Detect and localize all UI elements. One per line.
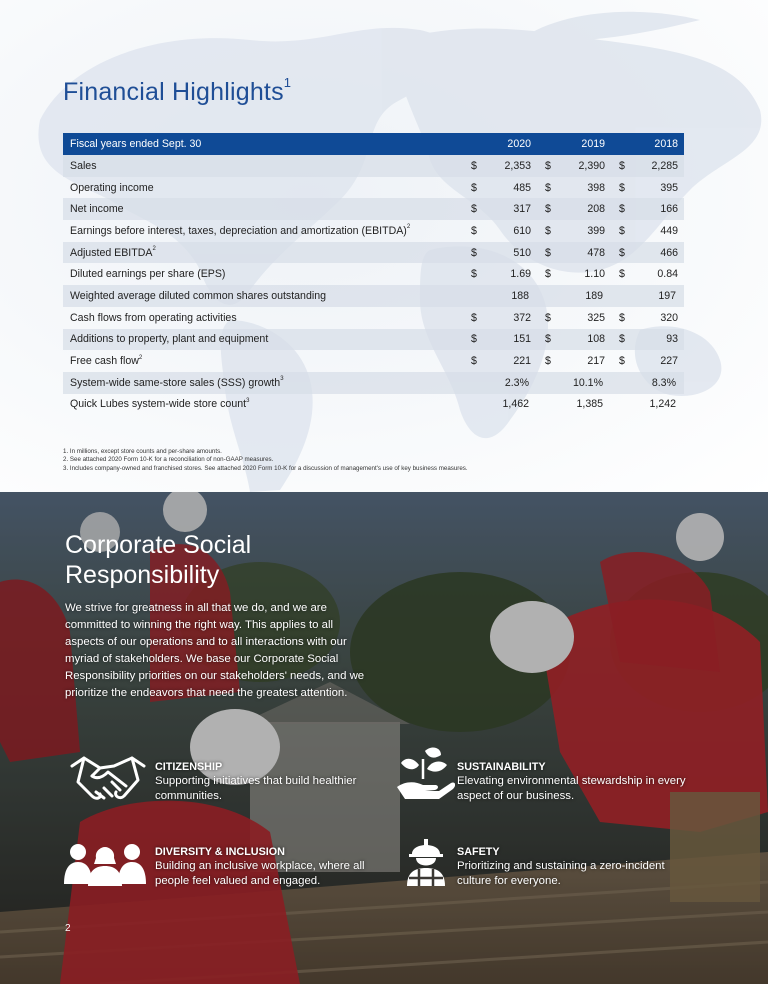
dollar-sign: $	[471, 181, 477, 194]
value: 2.3%	[504, 376, 529, 389]
row-label: Operating income	[70, 181, 154, 194]
value-cell	[463, 350, 537, 372]
row-label: Cash flows from operating activities	[70, 311, 237, 324]
page-title-text: Financial Highlights	[63, 78, 284, 106]
csr-intro-text: We strive for greatness in all that we do, and we are committed to winning the right way. This applies to all aspects of our operations and to all interactions with our myriad of stakeholders. We base our Corporate Social Responsibility priorities on our stakeholders' needs, and we prioritize the endeavors that need the greatest attention.	[65, 602, 365, 699]
dollar-sign: $	[545, 159, 551, 172]
value: 510	[513, 246, 531, 259]
page-title	[63, 74, 292, 107]
csr-title	[65, 530, 251, 590]
table-header-row	[63, 133, 684, 155]
pillar-sustainability	[457, 760, 692, 804]
row-label: System-wide same-store sales (SSS) growth$^3$	[63, 372, 463, 394]
pillar-diversity-inclusion	[155, 845, 395, 889]
value-cell	[537, 285, 611, 307]
dollar-sign: $	[619, 246, 625, 259]
value: 449	[660, 224, 678, 237]
value-cell	[537, 242, 611, 264]
value: 466	[660, 246, 678, 259]
value: 317	[513, 203, 531, 216]
dollar-sign: $	[471, 159, 477, 172]
financial-highlights-table	[63, 133, 684, 415]
dollar-sign: $	[471, 203, 477, 216]
header-year	[463, 133, 537, 155]
value-cell	[463, 307, 537, 329]
value: 10.1%	[572, 376, 603, 389]
table-row	[63, 372, 684, 394]
dollar-sign: $	[619, 224, 625, 237]
dollar-sign: $	[471, 246, 477, 259]
footnotes	[63, 448, 468, 473]
value-cell	[463, 242, 537, 264]
table-row	[63, 394, 684, 416]
value: 151	[513, 333, 531, 346]
table-row	[63, 285, 684, 307]
pillar-text: Building an inclusive workplace, where all people feel valued and engaged.	[155, 860, 365, 887]
value-cell	[611, 242, 684, 264]
value: 188	[511, 289, 529, 302]
header-year-2018: 2018	[654, 138, 678, 150]
value: 217	[587, 355, 605, 368]
row-footnote-ref: 2	[138, 354, 143, 361]
value: 2,390	[578, 159, 605, 172]
value: 1.10	[584, 268, 605, 281]
value: 189	[585, 289, 603, 302]
row-label: Adjusted EBITDA$^2$	[63, 242, 463, 264]
value-cell	[537, 350, 611, 372]
pillar-heading: DIVERSITY & INCLUSION	[155, 846, 285, 858]
row-label: Diluted earnings per share (EPS)	[70, 268, 226, 281]
header-year-2020: 2020	[507, 138, 531, 150]
row-label: Sales	[63, 155, 463, 177]
footnote: 2. See attached 2020 Form 10-K for a reconciliation of non-GAAP measures.	[63, 456, 274, 464]
value: 93	[666, 333, 678, 346]
header-year	[611, 133, 684, 155]
value: 2,353	[504, 159, 531, 172]
value: 398	[587, 181, 605, 194]
value: 1,385	[576, 398, 603, 411]
dollar-sign: $	[545, 181, 551, 194]
value-cell	[463, 263, 537, 285]
value: 1,242	[649, 398, 676, 411]
value-cell	[463, 285, 537, 307]
dollar-sign: $	[619, 311, 625, 324]
value-cell	[537, 177, 611, 199]
pillar-text: Prioritizing and sustaining a zero-incident culture for everyone.	[457, 860, 665, 887]
table-row	[63, 198, 684, 220]
footnote: 1. In millions, except store counts and per-share amounts.	[63, 448, 222, 455]
dollar-sign: $	[471, 355, 477, 368]
value-cell	[463, 155, 537, 177]
page-title-footnote: 1	[283, 74, 292, 90]
row-footnote-ref: 3	[246, 397, 250, 404]
value: 197	[658, 289, 676, 302]
pillar-citizenship	[155, 760, 390, 804]
value: 485	[513, 181, 531, 194]
row-footnote-ref: 3	[280, 376, 284, 383]
value: 0.84	[657, 268, 678, 281]
footnote: 3. Includes company-owned and franchised stores. See attached 2020 Form 10-K for a discussion of management's use of key business measures.	[63, 464, 468, 472]
value: 8.3%	[651, 376, 676, 389]
value-cell	[611, 372, 684, 394]
dollar-sign: $	[545, 355, 551, 368]
pillar-heading: CITIZENSHIP	[155, 761, 223, 773]
row-footnote-ref: 2	[152, 246, 156, 253]
value-cell	[537, 394, 611, 416]
dollar-sign: $	[545, 311, 551, 324]
hand-leaves-icon	[395, 745, 455, 803]
value: 108	[587, 333, 605, 346]
value: 399	[587, 224, 605, 237]
value: 221	[513, 355, 531, 368]
table-row	[63, 350, 684, 372]
value-cell	[463, 177, 537, 199]
value-cell	[611, 307, 684, 329]
header-label: Fiscal years ended Sept. 30	[63, 133, 463, 155]
table-row	[63, 220, 684, 242]
csr-title-line: Corporate Social	[65, 531, 252, 559]
page-number: 2	[65, 923, 71, 934]
dollar-sign: $	[545, 333, 551, 346]
dollar-sign: $	[545, 224, 551, 237]
handshake-icon	[70, 752, 146, 802]
value-cell	[537, 372, 611, 394]
table-row	[63, 177, 684, 199]
value: 395	[660, 181, 678, 194]
table-row	[63, 307, 684, 329]
table-row	[63, 329, 684, 351]
table-body	[63, 155, 684, 415]
table-row	[63, 155, 684, 177]
value: 227	[660, 355, 678, 368]
value-cell	[611, 263, 684, 285]
value-cell	[537, 329, 611, 351]
row-label: Weighted average diluted common shares outstanding	[63, 285, 463, 307]
hard-hat-worker-icon	[405, 838, 447, 886]
value: 372	[513, 311, 531, 324]
value-cell	[537, 263, 611, 285]
dollar-sign: $	[619, 181, 625, 194]
header-year	[537, 133, 611, 155]
pillar-heading: SUSTAINABILITY	[457, 761, 546, 773]
dollar-sign: $	[619, 159, 625, 172]
value-cell	[611, 177, 684, 199]
pillar-safety	[457, 845, 692, 889]
header-year-2019: 2019	[581, 138, 605, 150]
value-cell	[611, 155, 684, 177]
value-cell	[611, 394, 684, 416]
value-cell	[537, 307, 611, 329]
value-cell	[611, 285, 684, 307]
table-row	[63, 242, 684, 264]
value-cell	[463, 220, 537, 242]
value: 166	[660, 203, 678, 216]
value: 2,285	[651, 159, 678, 172]
table-row	[63, 263, 684, 285]
value-cell	[611, 198, 684, 220]
value-cell	[463, 372, 537, 394]
dollar-sign: $	[471, 311, 477, 324]
value-cell	[611, 220, 684, 242]
value-cell	[611, 350, 684, 372]
value: 1.69	[510, 268, 531, 281]
dollar-sign: $	[545, 246, 551, 259]
csr-title-line: Responsibility	[65, 561, 220, 589]
value: 1,462	[502, 398, 529, 411]
pillar-heading: SAFETY	[457, 846, 500, 858]
pillar-text: Supporting initiatives that build healthier communities.	[155, 775, 357, 802]
value: 325	[587, 311, 605, 324]
dollar-sign: $	[619, 355, 625, 368]
value-cell	[611, 329, 684, 351]
row-label: Quick Lubes system-wide store count$^3$	[70, 397, 250, 411]
row-label: Additions to property, plant and equipment	[63, 329, 463, 351]
row-footnote-ref: 2	[406, 224, 411, 231]
row-label: Net income	[63, 198, 463, 220]
dollar-sign: $	[619, 268, 625, 281]
value-cell	[537, 155, 611, 177]
value: 320	[660, 311, 678, 324]
dollar-sign: $	[545, 268, 551, 281]
dollar-sign: $	[619, 203, 625, 216]
people-group-icon	[64, 840, 146, 886]
value-cell	[463, 198, 537, 220]
row-label: Earnings before interest, taxes, depreciation and amortization (EBITDA)$^2$	[70, 224, 411, 237]
dollar-sign: $	[471, 333, 477, 346]
value: 208	[587, 203, 605, 216]
value-cell	[537, 198, 611, 220]
dollar-sign: $	[545, 203, 551, 216]
value-cell	[463, 394, 537, 416]
value: 478	[587, 246, 605, 259]
dollar-sign: $	[471, 268, 477, 281]
row-label: Free cash flow$^2$	[70, 354, 143, 368]
value-cell	[537, 220, 611, 242]
dollar-sign: $	[471, 224, 477, 237]
pillar-text: Elevating environmental stewardship in every aspect of our business.	[457, 775, 686, 802]
value-cell	[463, 329, 537, 351]
value: 610	[513, 224, 531, 237]
dollar-sign: $	[619, 333, 625, 346]
